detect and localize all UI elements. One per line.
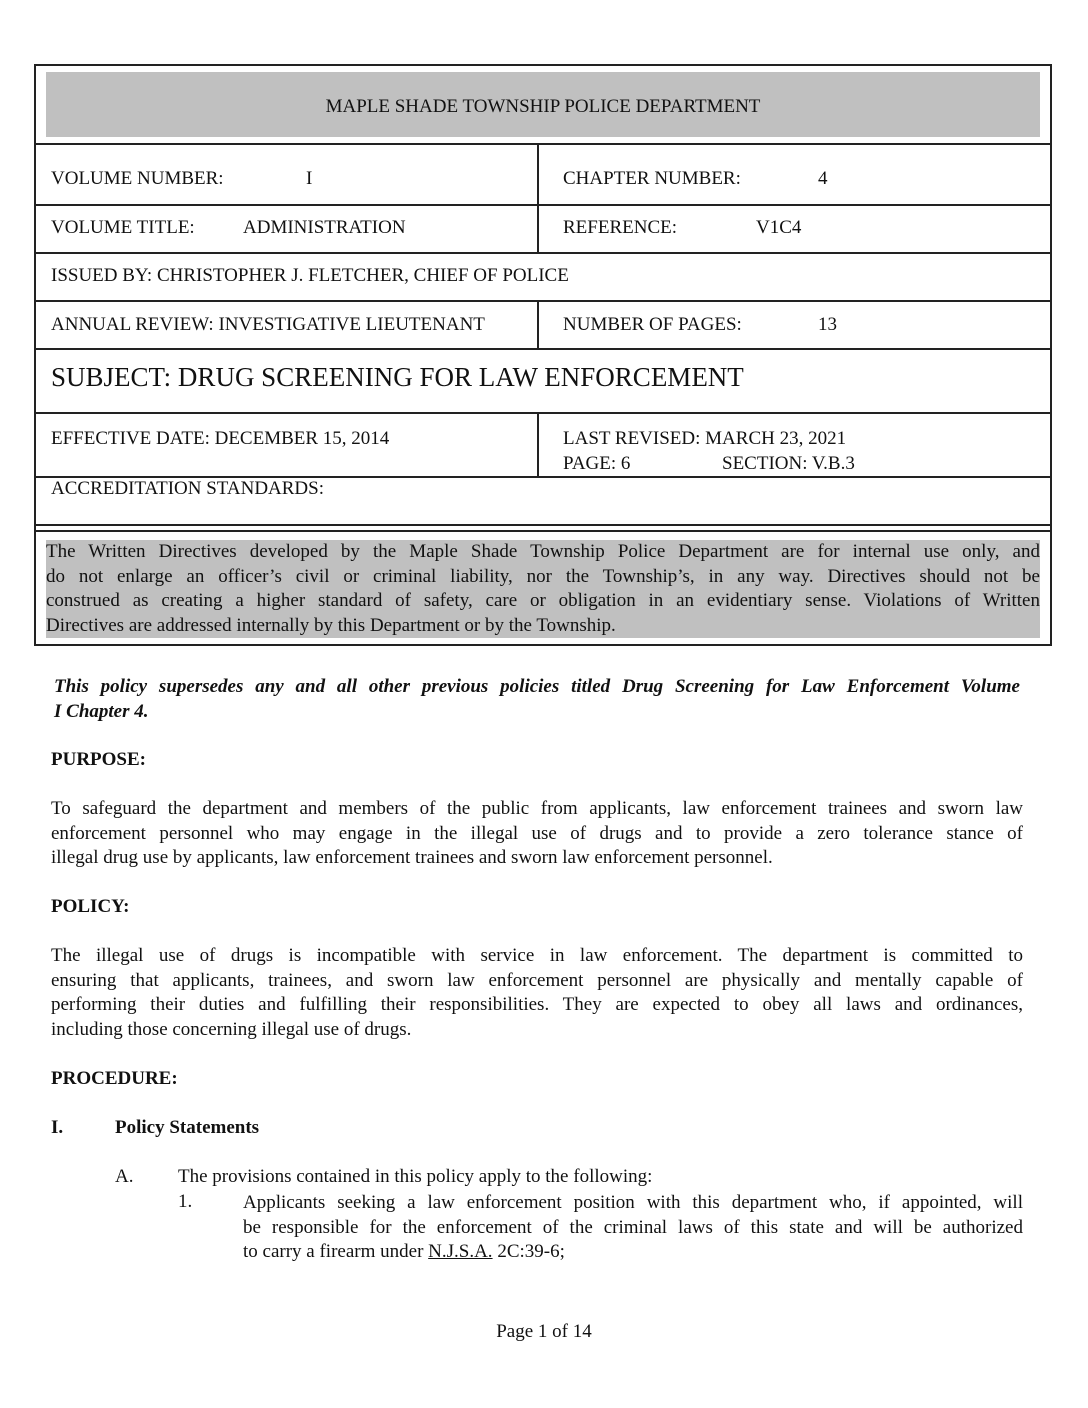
accreditation-standards: ACCREDITATION STANDARDS: [51, 478, 324, 499]
chapter-number-label: CHAPTER NUMBER: [563, 168, 741, 189]
statute-citation: N.J.S.A. [428, 1241, 493, 1262]
volume-number-value: I [306, 168, 313, 189]
divider [34, 530, 1052, 532]
policy-line: performing their duties and fulfilling their responsibilities. They are expected to obey all laws and ordinances, [51, 994, 1023, 1015]
column-divider [537, 300, 539, 348]
divider [34, 252, 1052, 254]
policy-text [51, 944, 1023, 1042]
supersedes-note [54, 675, 1020, 724]
page-footer: Page 1 of 14 [496, 1321, 592, 1342]
supersedes-line: This policy supersedes any and all other previous policies titled Drug Screening for Law Enforcement Volume [54, 676, 1020, 697]
item-line: Applicants seeking a law enforcement position with this department who, if appointed, will [243, 1192, 1023, 1213]
item-number: 1. [178, 1191, 193, 1212]
section-ref: SECTION: V.B.3 [722, 453, 855, 474]
last-revised: LAST REVISED: MARCH 23, 2021 [563, 428, 847, 449]
department-name: MAPLE SHADE TOWNSHIP POLICE DEPARTMENT [325, 96, 761, 117]
purpose-heading: PURPOSE: [51, 749, 146, 770]
issued-by: ISSUED BY: CHRISTOPHER J. FLETCHER, CHIEF OF POLICE [51, 265, 569, 286]
purpose-line: To safeguard the department and members of the public from applicants, law enforcement trainees and sworn law [51, 798, 1023, 819]
item-line [243, 1240, 1023, 1265]
policy-line: including those concerning illegal use of drugs. [51, 1018, 412, 1040]
purpose-line: enforcement personnel who may engage in the illegal use of drugs and to provide a zero tolerance stance of [51, 822, 1023, 844]
divider [34, 524, 1052, 526]
disclaimer-line: The Written Directives developed by the Maple Shade Township Police Department are for internal use only, and [46, 541, 1040, 562]
divider [34, 143, 1052, 145]
section-title: Policy Statements [115, 1117, 260, 1138]
divider [34, 204, 1052, 206]
volume-title-label: VOLUME TITLE: [51, 217, 195, 238]
reference-label: REFERENCE: [563, 217, 678, 238]
number-of-pages-value: 13 [818, 314, 837, 335]
reference-value: V1C4 [756, 217, 802, 238]
volume-title-value: ADMINISTRATION [243, 217, 406, 238]
divider [34, 412, 1052, 414]
subsection-text: The provisions contained in this policy apply to the following: [178, 1166, 653, 1187]
policy-line: ensuring that applicants, trainees, and sworn law enforcement personnel are physically and mentally capable of [51, 969, 1023, 991]
subject-title: SUBJECT: DRUG SCREENING FOR LAW ENFORCEMENT [51, 362, 744, 392]
volume-number-label: VOLUME NUMBER: [51, 168, 224, 189]
section-number: I. [51, 1117, 64, 1138]
procedure-heading: PROCEDURE: [51, 1068, 178, 1089]
disclaimer-line: Directives are addressed internally by this Department or by the Township. [46, 614, 616, 636]
number-of-pages-label: NUMBER OF PAGES: [563, 314, 742, 335]
column-divider [537, 143, 539, 252]
item-line-prefix: to carry a firearm under [243, 1241, 429, 1262]
item-line: be responsible for the enforcement of the criminal laws of this state and will be authorized [243, 1216, 1023, 1238]
effective-date: EFFECTIVE DATE: DECEMBER 15, 2014 [51, 428, 390, 449]
divider [34, 348, 1052, 350]
policy-heading: POLICY: [51, 896, 130, 917]
policy-line: The illegal use of drugs is incompatible with service in law enforcement. The department is committed to [51, 945, 1023, 966]
subsection-label: A. [115, 1166, 134, 1187]
disclaimer-line: do not enlarge an officer’s civil or criminal liability, nor the Township’s, in any way. Directives should not be [46, 565, 1040, 587]
page-ref: PAGE: 6 [563, 453, 631, 474]
annual-review: ANNUAL REVIEW: INVESTIGATIVE LIEUTENANT [51, 314, 485, 335]
chapter-number-value: 4 [818, 168, 828, 189]
supersedes-line: I Chapter 4. [54, 700, 149, 722]
item-line-suffix: 2C:39-6; [492, 1241, 565, 1262]
column-divider [537, 412, 539, 476]
disclaimer-line: construed as creating a higher standard of safety, care or obligation in an evidentiary sense. Violations of Written [46, 590, 1040, 611]
disclaimer-box [46, 540, 1040, 638]
purpose-line: illegal drug use by applicants, law enforcement trainees and sworn law enforcement personnel. [51, 847, 773, 868]
item-text [243, 1191, 1023, 1265]
divider [34, 300, 1052, 302]
purpose-text [51, 797, 1023, 871]
